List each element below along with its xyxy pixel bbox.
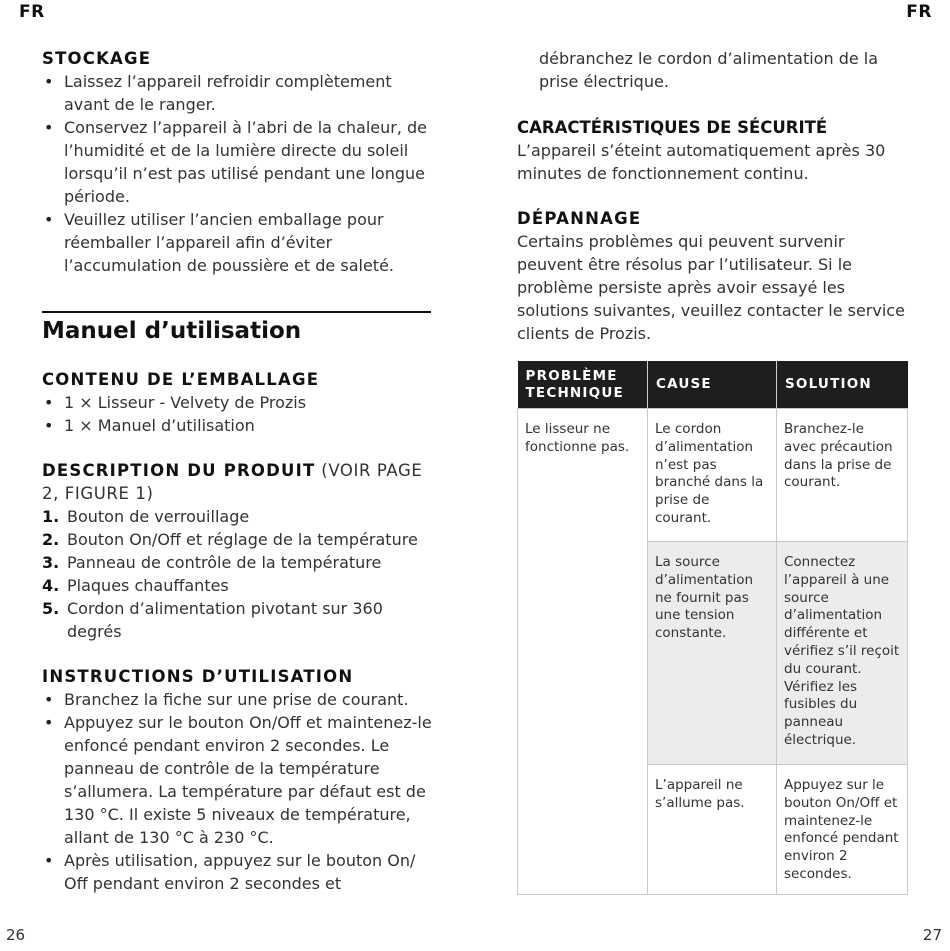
list-item: • 1 × Lisseur - Velvety de Prozis — [42, 391, 434, 414]
list-item: • Appuyez sur le bouton On/Off et maintenez-le enfoncé pendant environ 2 secondes. Le panneau de contrôle de la température s’allumera. La température par défaut est de 130 °C. Il existe 5 niveaux de température, allant de 130 °C à 230 °C. — [42, 711, 434, 849]
page-number-right: 27 — [922, 926, 942, 944]
item-number: 3. — [42, 553, 60, 572]
section-divider — [42, 311, 431, 313]
cause-cell: Le cordon d’alimentation n’est pas branché dans la prise de courant. — [648, 409, 777, 542]
cause-cell: La source d’alimentation ne fournit pas une tension constante. — [648, 542, 777, 765]
depannage-text: Certains problèmes qui peuvent survenir peuvent être résolus par l’utilisateur. Si le problème persiste après avoir essayé les solutions suivantes, veuillez contacter le service clients de Prozis. — [517, 232, 905, 343]
item-text: Bouton On/Off et réglage de la température — [67, 530, 418, 549]
column-header-problem: PROBLÈME TECHNIQUE — [518, 361, 648, 409]
language-label-right: FR — [906, 2, 932, 22]
description-title-main: DESCRIPTION DU PRODUIT — [42, 461, 316, 480]
item-text: Panneau de contrôle de la température — [67, 553, 382, 572]
solution-cell: Appuyez sur le bouton On/Off et maintenez-le enfoncé pendant environ 2 secondes. — [777, 765, 908, 895]
instructions-continuation: débranchez le cordon d’alimentation de la prise électrique. — [539, 49, 879, 91]
description-title — [42, 459, 434, 505]
list-item — [42, 597, 434, 643]
securite-text: L’appareil s’éteint automatiquement après 30 minutes de fonctionnement continu. — [517, 141, 886, 183]
description-title-suffix: (VOIR PAGE 2, FIGURE 1) — [42, 461, 423, 503]
contenu-list — [42, 391, 434, 437]
solution-cell: Branchez-le avec précaution dans la prise de courant. — [777, 409, 908, 542]
manual-title: Manuel d’utilisation — [42, 318, 302, 344]
contenu-section — [42, 368, 434, 437]
item-text: Plaques chauffantes — [67, 576, 229, 595]
contenu-title: CONTENU DE L’EMBALLAGE — [42, 370, 320, 389]
column-header-solution: SOLUTION — [777, 361, 908, 409]
troubleshooting-table — [517, 361, 908, 895]
description-section — [42, 459, 434, 643]
cause-cell: L’appareil ne s’allume pas. — [648, 765, 777, 895]
list-item: • Branchez la fiche sur une prise de courant. — [42, 688, 434, 711]
list-item — [42, 505, 434, 528]
language-label-left: FR — [19, 2, 45, 22]
item-text: Cordon d’alimentation pivotant sur 360 degrés — [67, 599, 383, 641]
stockage-list — [42, 70, 434, 277]
item-number: 5. — [42, 599, 60, 618]
depannage-title: DÉPANNAGE — [517, 209, 642, 228]
stockage-section — [42, 47, 434, 277]
depannage-section — [517, 207, 912, 345]
instructions-title: INSTRUCTIONS D’UTILISATION — [42, 667, 354, 686]
list-item: • Conservez l’appareil à l’abri de la chaleur, de l’humidité et de la lumière directe du soleil lorsqu’il n’est pas utilisé pendant une longue période. — [42, 116, 434, 208]
list-item — [42, 574, 434, 597]
item-text: Bouton de verrouillage — [67, 507, 250, 526]
list-item — [42, 528, 434, 551]
problem-cell: Le lisseur ne fonctionne pas. — [518, 409, 648, 895]
solution-cell: Connectez l’appareil à une source d’alimentation différente et vérifiez s’il reçoit du courant. Vérifiez les fusibles du panneau électrique. — [777, 542, 908, 765]
item-number: 1. — [42, 507, 60, 526]
instructions-list — [42, 688, 434, 895]
list-item — [42, 551, 434, 574]
list-item: • Après utilisation, appuyez sur le bouton On/ Off pendant environ 2 secondes et — [42, 849, 434, 895]
page-number-left: 26 — [6, 926, 26, 944]
list-item: • 1 × Manuel d’utilisation — [42, 414, 434, 437]
table-header-row — [518, 361, 908, 409]
list-item: • Veuillez utiliser l’ancien emballage pour réemballer l’appareil afin d’éviter l’accumulation de poussière et de saleté. — [42, 208, 434, 277]
item-number: 2. — [42, 530, 60, 549]
item-number: 4. — [42, 576, 60, 595]
stockage-title: STOCKAGE — [42, 49, 152, 68]
instructions-section — [42, 665, 434, 895]
table-row — [518, 409, 908, 542]
list-item: • Laissez l’appareil refroidir complètement avant de le ranger. — [42, 70, 434, 116]
securite-section — [517, 116, 912, 185]
securite-title: CARACTÉRISTIQUES DE SÉCURITÉ — [517, 118, 828, 137]
column-header-cause: CAUSE — [648, 361, 777, 409]
description-list — [42, 505, 434, 643]
